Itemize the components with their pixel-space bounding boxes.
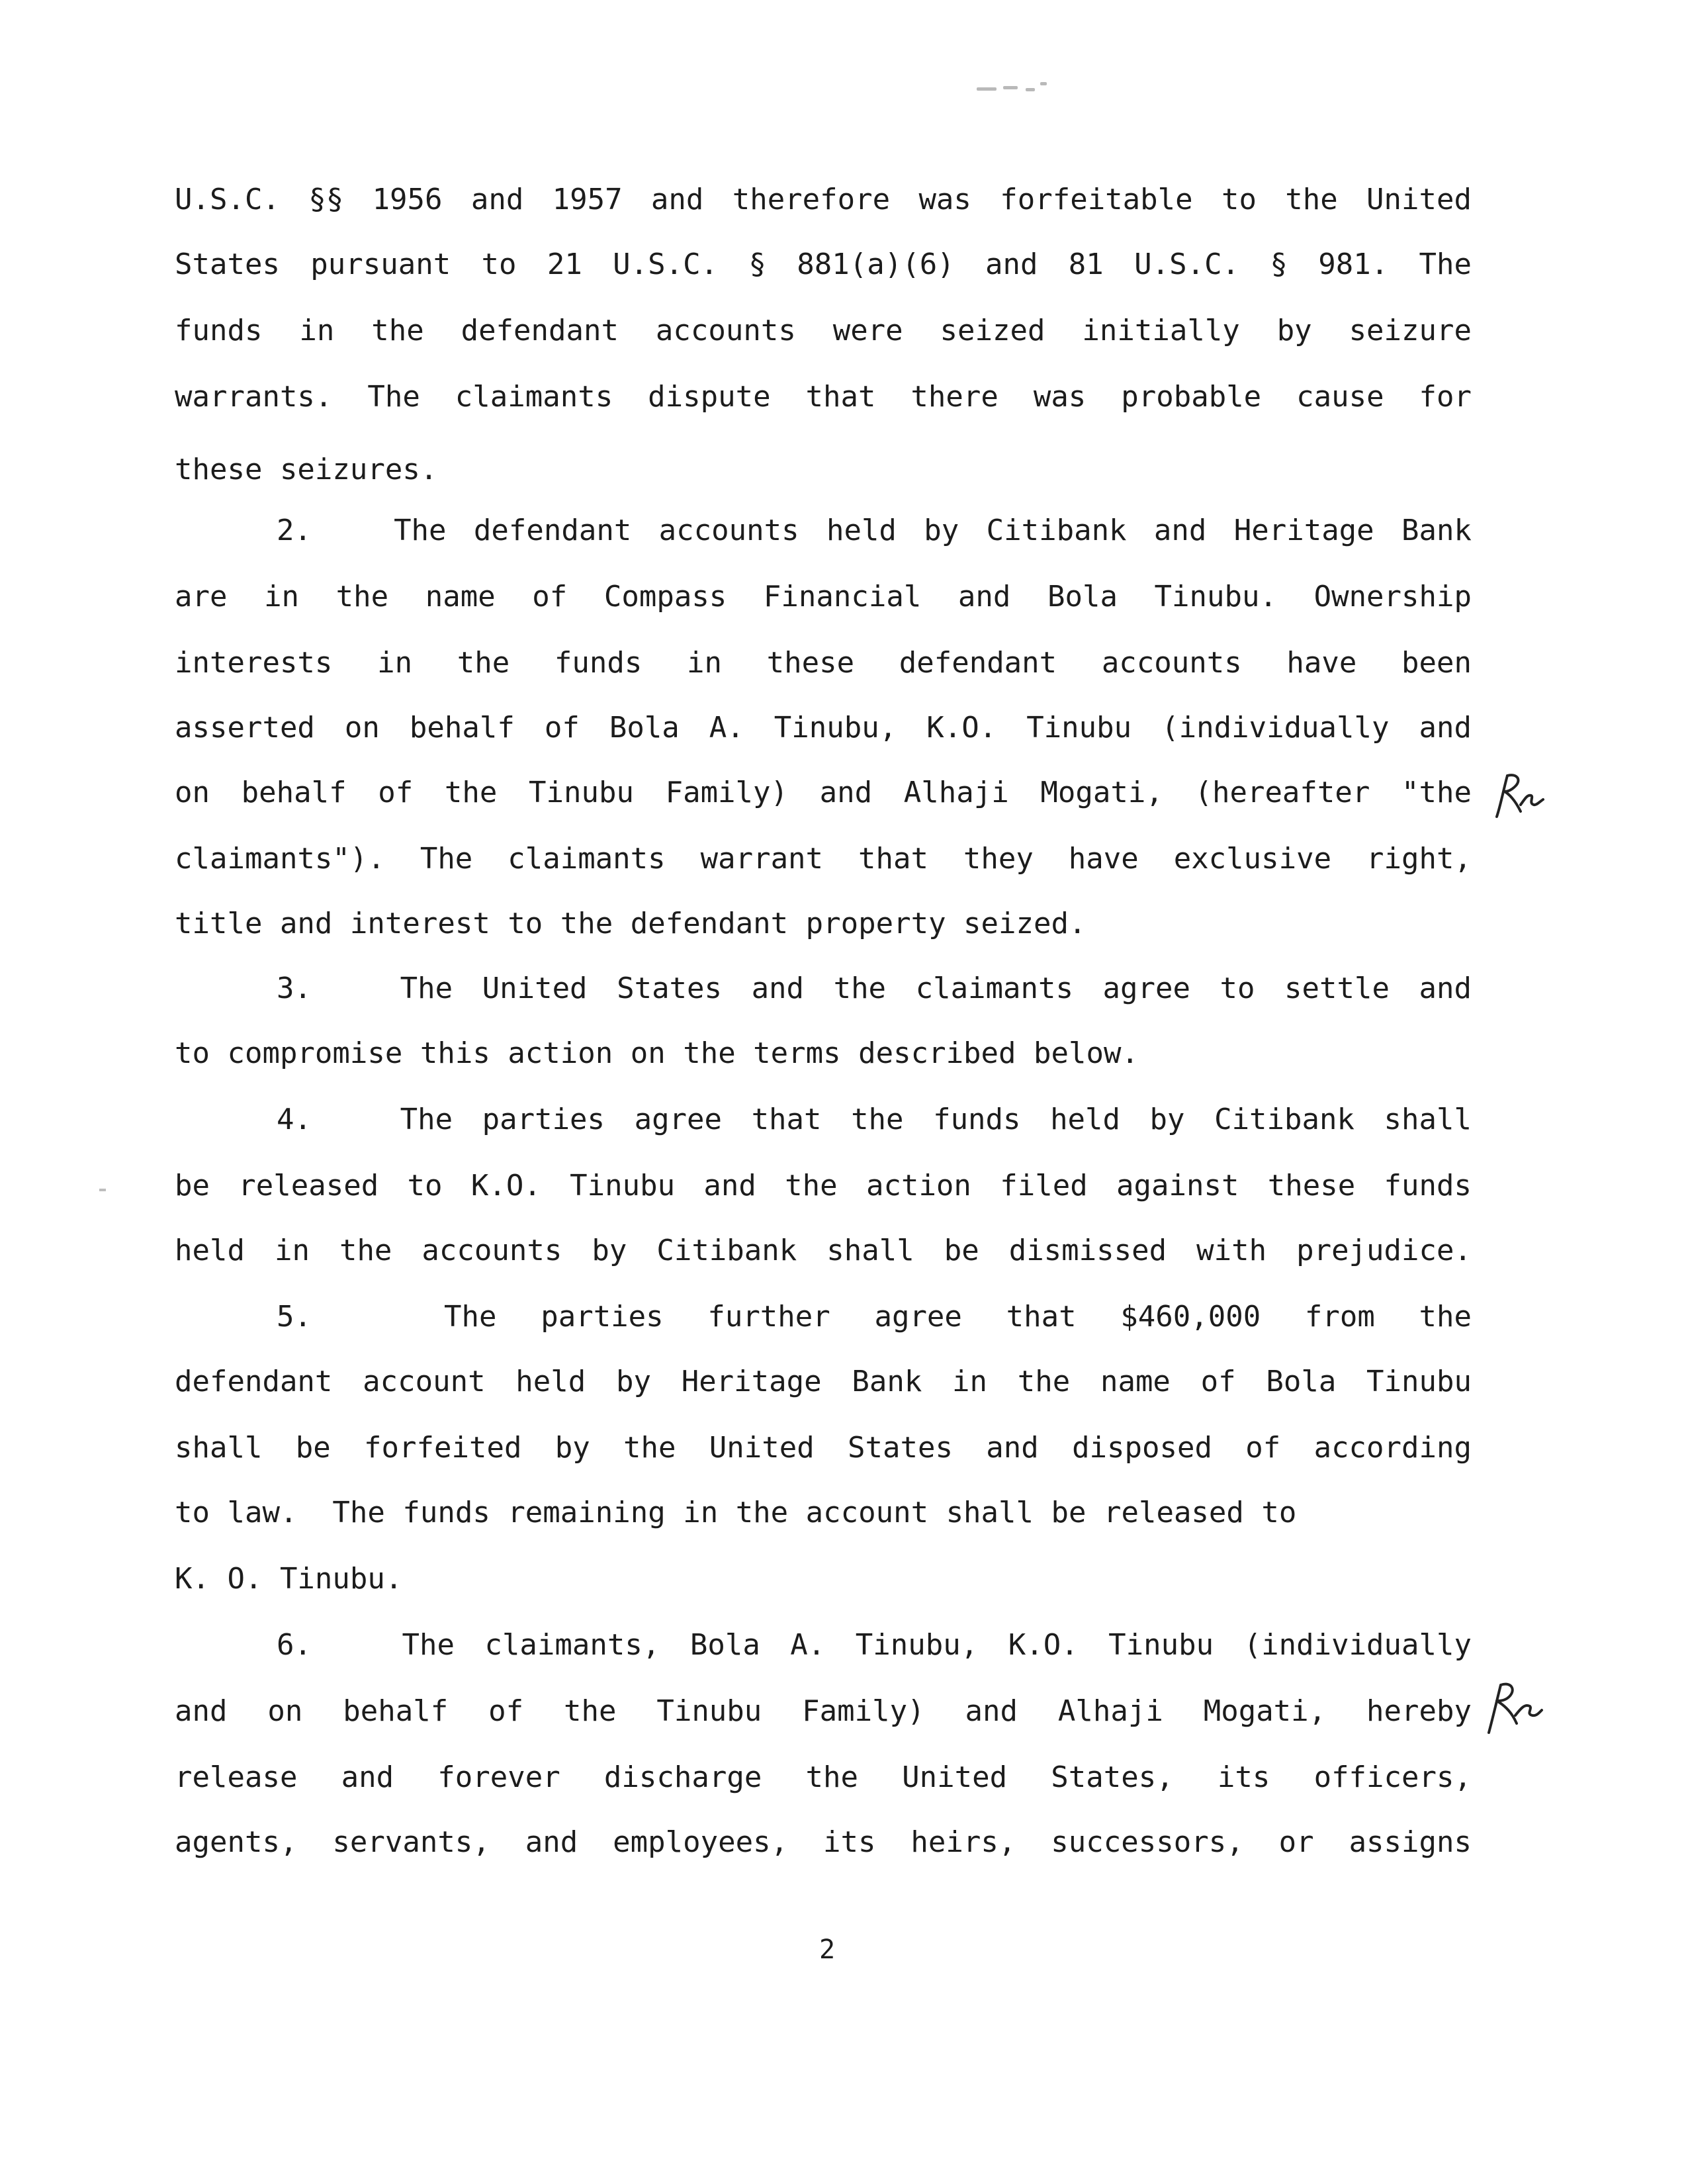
text-line: K. O. Tinubu. xyxy=(175,1562,403,1596)
paragraph-2-first-line: 2. The defendant accounts held by Citibank and Heritage Bank xyxy=(277,514,1472,547)
scan-artifact-mark xyxy=(977,86,1049,93)
text-line: these seizures. xyxy=(175,453,438,486)
handwritten-initials-mark xyxy=(1487,765,1547,825)
text-line: shall be forfeited by the United States and disposed of according xyxy=(175,1431,1472,1465)
paragraph-3-first-line: 3. The United States and the claimants agree to settle and xyxy=(277,972,1472,1005)
text-line: title and interest to the defendant property seized. xyxy=(175,907,1087,940)
margin-speck xyxy=(99,1189,106,1191)
text-line: interests in the funds in these defendant accounts have been xyxy=(175,646,1472,680)
text-line: funds in the defendant accounts were seized initially by seizure xyxy=(175,314,1472,347)
paragraph-4-first-line: 4. The parties agree that the funds held by Citibank shall xyxy=(277,1103,1472,1136)
page-number: 2 xyxy=(819,1934,836,1965)
handwritten-initials-mark xyxy=(1478,1672,1544,1738)
text-line: to compromise this action on the terms described below. xyxy=(175,1036,1139,1070)
text-line: and on behalf of the Tinubu Family) and Alhaji Mogati, hereby xyxy=(175,1694,1472,1728)
paragraph-6-first-line: 6. The claimants, Bola A. Tinubu, K.O. Tinubu (individually xyxy=(277,1628,1472,1662)
text-line: claimants"). The claimants warrant that they have exclusive right, xyxy=(175,842,1472,876)
text-line: are in the name of Compass Financial and Bola Tinubu. Ownership xyxy=(175,580,1472,614)
text-line: warrants. The claimants dispute that there was probable cause for xyxy=(175,380,1472,414)
text-line: U.S.C. §§ 1956 and 1957 and therefore was forfeitable to the United xyxy=(175,183,1472,216)
paragraph-5-first-line: 5. The parties further agree that $460,000 from the xyxy=(277,1300,1472,1334)
text-line: States pursuant to 21 U.S.C. § 881(a)(6) and 81 U.S.C. § 981. The xyxy=(175,248,1472,281)
text-line: asserted on behalf of Bola A. Tinubu, K.O. Tinubu (individually and xyxy=(175,711,1472,745)
text-line: defendant account held by Heritage Bank in the name of Bola Tinubu xyxy=(175,1365,1472,1398)
text-line: on behalf of the Tinubu Family) and Alhaji Mogati, (hereafter "the xyxy=(175,776,1472,809)
text-line: agents, servants, and employees, its heirs, successors, or assigns xyxy=(175,1825,1472,1859)
text-line: to law. The funds remaining in the account shall be released to xyxy=(175,1496,1297,1529)
text-line: held in the accounts by Citibank shall be dismissed with prejudice. xyxy=(175,1234,1472,1267)
text-line: release and forever discharge the United States, its officers, xyxy=(175,1760,1472,1794)
text-line: be released to K.O. Tinubu and the action filed against these funds xyxy=(175,1169,1472,1203)
